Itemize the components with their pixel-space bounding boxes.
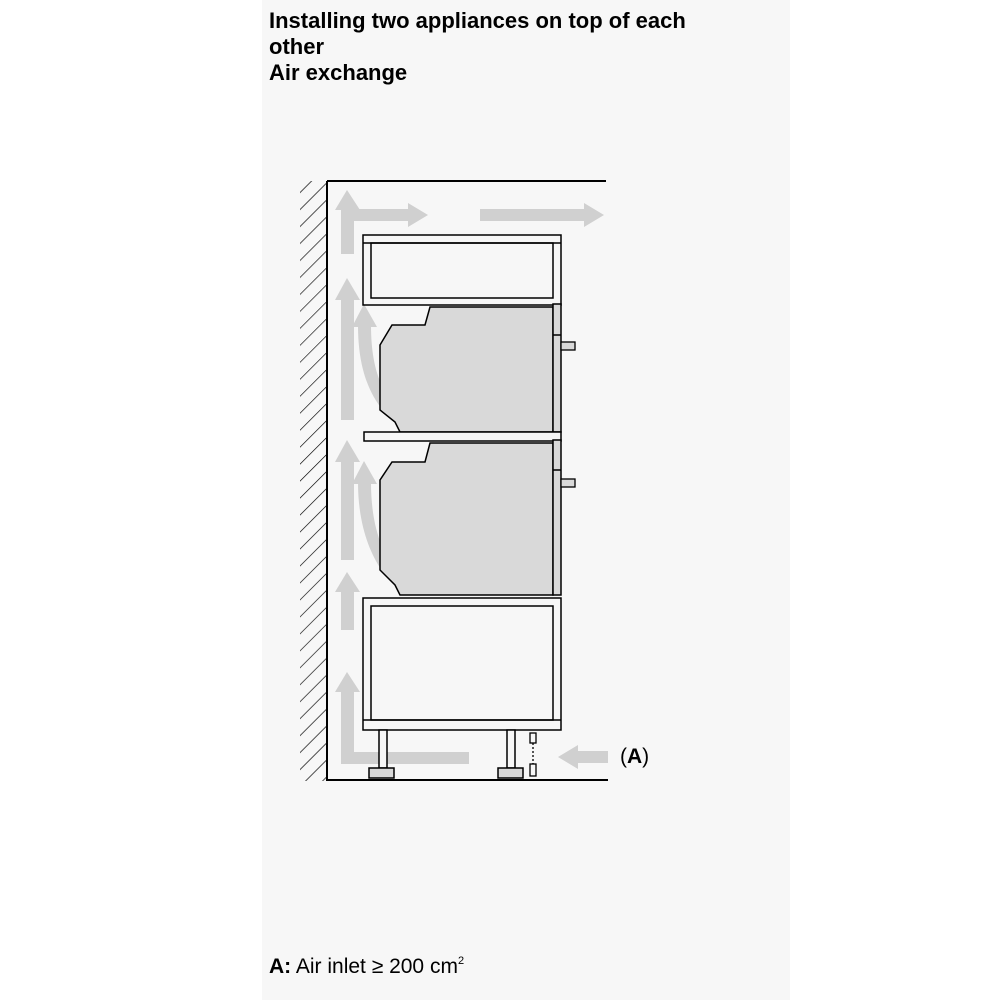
legend-key: A:	[269, 955, 292, 978]
legend-text: Air inlet ≥ 200 cm	[295, 955, 458, 978]
legend-superscript: 2	[457, 955, 465, 967]
top-cabinet	[363, 235, 561, 305]
lower-appliance	[380, 440, 575, 595]
right-foot-leg	[507, 730, 515, 768]
right-foot-base	[498, 768, 523, 778]
left-foot-base	[369, 768, 394, 778]
title-line-2: other	[269, 34, 324, 59]
middle-shelf	[364, 432, 561, 441]
inlet-arrow	[577, 751, 608, 763]
bottom-up-arrow	[341, 690, 354, 764]
base-cabinet	[363, 598, 561, 730]
exhaust-right-arrow	[480, 203, 604, 227]
title-line-1: Installing two appliances on top of each	[269, 8, 686, 33]
plinth	[530, 733, 536, 776]
callout-label-a: (A)	[620, 745, 650, 768]
left-foot-leg	[379, 730, 387, 768]
wall	[300, 181, 327, 781]
title-line-3: Air exchange	[269, 60, 408, 85]
floor-arrow	[341, 752, 469, 764]
top-exhaust-arrow	[335, 190, 428, 254]
legend	[269, 955, 464, 979]
mid-up-arrow	[341, 590, 354, 630]
upper-appliance-handle	[561, 342, 575, 350]
lower-curved-arrow-1	[341, 460, 354, 560]
upper-appliance	[380, 304, 575, 432]
upper-curved-arrow-1	[341, 300, 354, 420]
lower-appliance-handle	[561, 479, 575, 487]
